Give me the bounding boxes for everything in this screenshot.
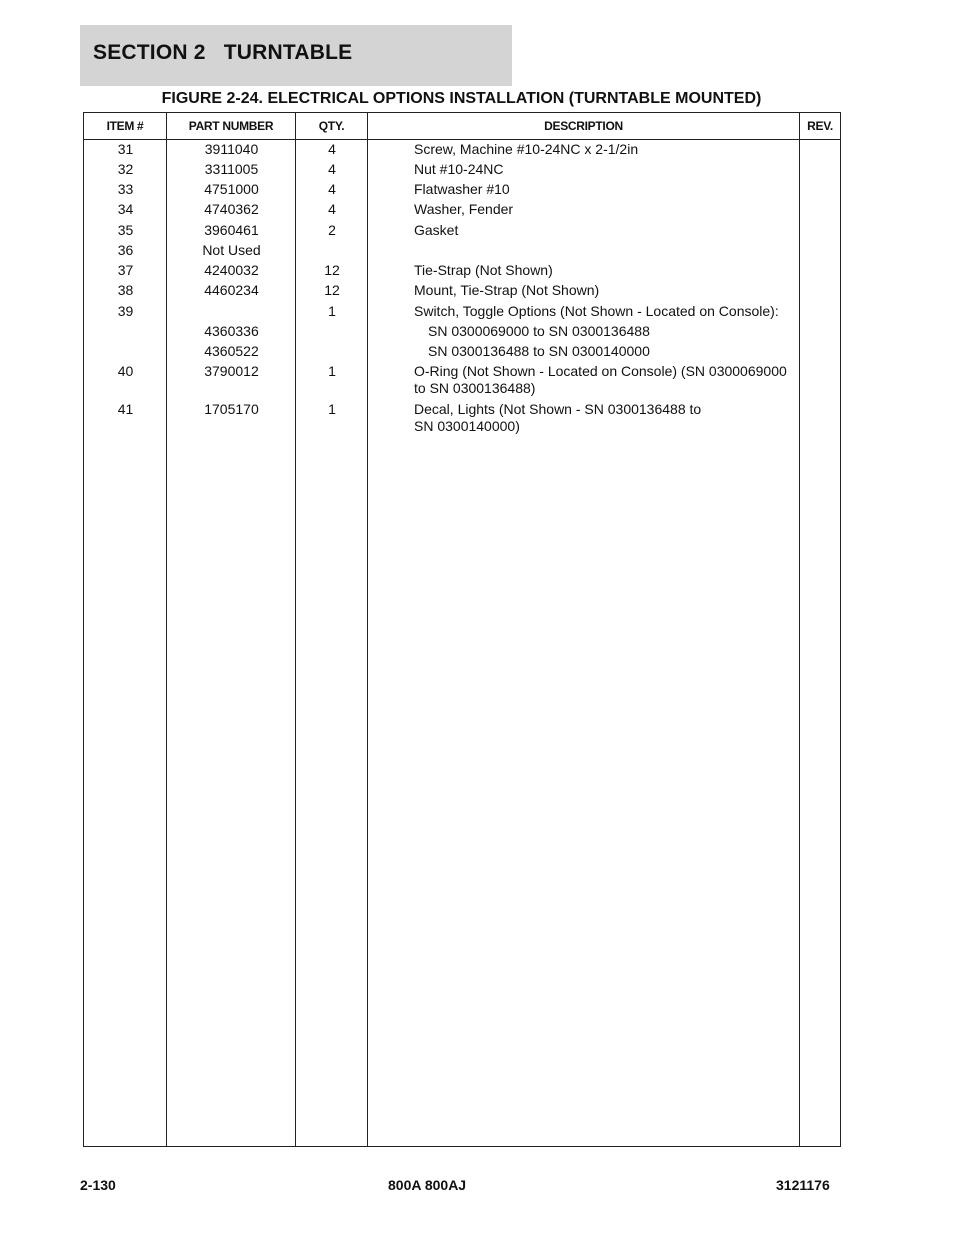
description-line: Screw, Machine #10-24NC x 2-1/2in xyxy=(414,141,639,157)
model-name: 800A 800AJ xyxy=(388,1177,467,1193)
part-number-cell: 3911040 xyxy=(204,141,259,157)
description-line: SN 0300140000) xyxy=(414,418,520,434)
item-cell: 41 xyxy=(117,401,134,417)
description-line: O-Ring (Not Shown - Located on Console) (SN 0300069000 xyxy=(414,363,787,379)
qty-cell: 1 xyxy=(328,303,336,319)
part-number-cell: 4460234 xyxy=(204,282,259,298)
description-line: SN 0300069000 to SN 0300136488 xyxy=(428,323,650,339)
description-line: Gasket xyxy=(414,222,459,238)
part-number-cell: 3960461 xyxy=(204,222,259,238)
part-number-cell: 3790012 xyxy=(204,363,259,379)
description-cell xyxy=(414,262,799,279)
qty-cell: 2 xyxy=(328,222,336,238)
figure-title: FIGURE 2-24. ELECTRICAL OPTIONS INSTALLATION (TURNTABLE MOUNTED) xyxy=(161,90,762,107)
header-qty: QTY. xyxy=(318,119,345,133)
description-line: Tie-Strap (Not Shown) xyxy=(414,262,553,278)
part-number-cell: 4360336 xyxy=(204,323,259,339)
item-cell: 34 xyxy=(117,201,134,217)
document-number: 3121176 xyxy=(776,1177,830,1193)
section-header xyxy=(80,25,512,86)
description-line: Switch, Toggle Options (Not Shown - Located on Console): xyxy=(414,303,779,319)
header-rev: REV. xyxy=(807,119,833,133)
item-cell: 32 xyxy=(117,161,134,177)
qty-cell: 4 xyxy=(328,141,336,157)
description-cell xyxy=(414,141,799,158)
description-line: Nut #10-24NC xyxy=(414,161,504,177)
part-number-cell: 4751000 xyxy=(204,181,259,197)
qty-cell: 4 xyxy=(328,201,336,217)
description-cell xyxy=(414,181,799,198)
description-cell xyxy=(414,401,799,435)
part-number-cell: 3311005 xyxy=(204,161,259,177)
qty-cell: 4 xyxy=(328,181,336,197)
section-title: SECTION 2 TURNTABLE xyxy=(93,41,353,64)
description-cell xyxy=(428,343,813,360)
part-number-cell: 4240032 xyxy=(204,262,259,278)
item-cell: 33 xyxy=(117,181,134,197)
description-line: Decal, Lights (Not Shown - SN 0300136488 to xyxy=(414,401,702,417)
header-item: ITEM # xyxy=(106,119,144,133)
description-line: SN 0300136488 to SN 0300140000 xyxy=(428,343,650,359)
description-cell xyxy=(414,303,799,320)
item-cell: 38 xyxy=(117,282,134,298)
qty-cell: 12 xyxy=(324,282,340,298)
item-cell: 36 xyxy=(117,242,134,258)
parts-table xyxy=(83,112,841,1147)
column-divider xyxy=(799,113,800,1146)
description-cell xyxy=(414,282,799,299)
description-line: Washer, Fender xyxy=(414,201,514,217)
header-part-number: PART NUMBER xyxy=(188,119,274,133)
description-cell xyxy=(414,222,799,239)
part-number-cell: 4360522 xyxy=(204,343,259,359)
item-cell: 40 xyxy=(117,363,134,379)
description-line: Flatwasher #10 xyxy=(414,181,510,197)
part-number-cell: 4740362 xyxy=(204,201,259,217)
qty-cell: 12 xyxy=(324,262,340,278)
description-cell xyxy=(414,363,799,397)
qty-cell: 4 xyxy=(328,161,336,177)
header-divider xyxy=(84,139,840,140)
header-description: DESCRIPTION xyxy=(544,119,623,133)
qty-cell: 1 xyxy=(328,401,336,417)
part-number-cell: Not Used xyxy=(202,242,261,258)
description-cell xyxy=(414,201,799,218)
item-cell: 31 xyxy=(117,141,134,157)
description-line: to SN 0300136488) xyxy=(414,380,536,396)
page-number: 2-130 xyxy=(80,1177,116,1193)
item-cell: 39 xyxy=(117,303,134,319)
qty-cell: 1 xyxy=(328,363,336,379)
item-cell: 35 xyxy=(117,222,134,238)
item-cell: 37 xyxy=(117,262,134,278)
description-cell xyxy=(414,161,799,178)
description-line: Mount, Tie-Strap (Not Shown) xyxy=(414,282,600,298)
description-cell xyxy=(428,323,813,340)
part-number-cell: 1705170 xyxy=(204,401,259,417)
